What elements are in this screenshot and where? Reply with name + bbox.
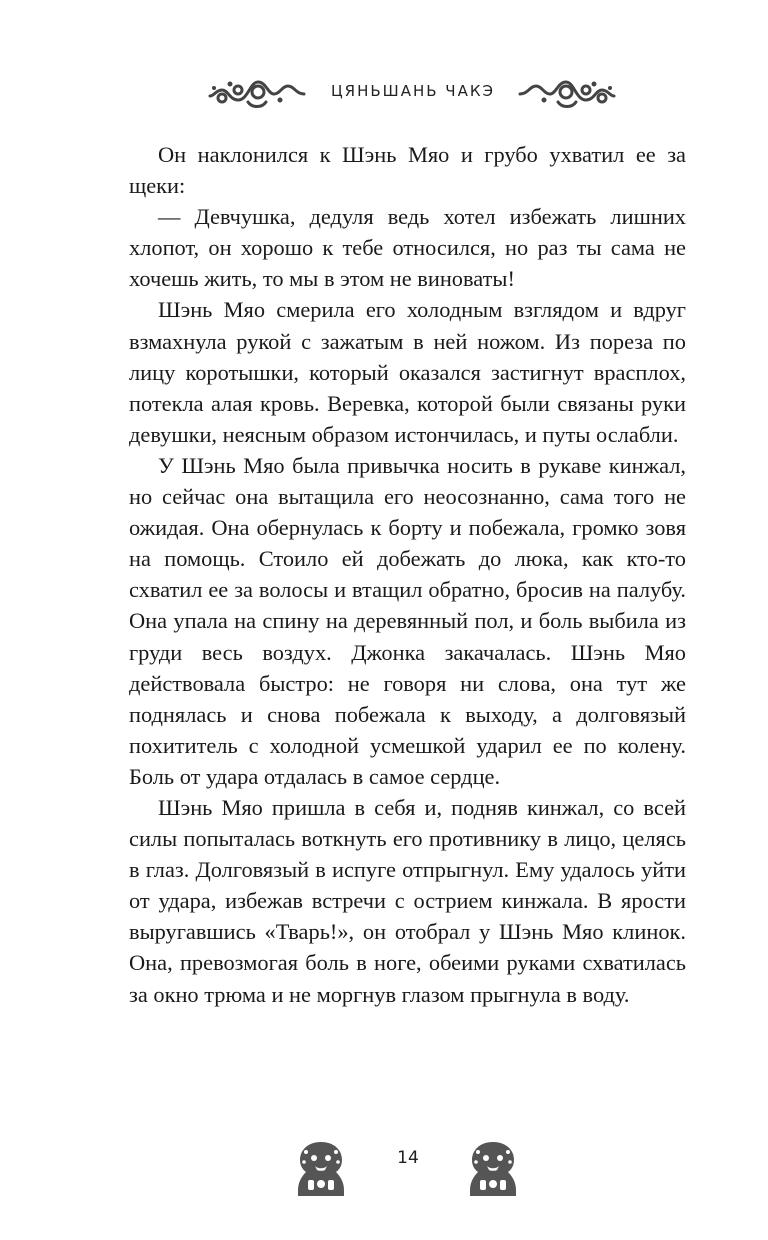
page-header (0, 62, 768, 122)
paragraph: Шэнь Мяо смерила его холодным взглядом и вдруг взмахнула рукой с зажатым в ней ножом. Из пореза по лицу коротышки, который оказался застигнут врасплох, потекла алая кровь. Веревка, которой были связаны руки девушки, неясным образом истончилась, и путы ослабли. (129, 297, 686, 447)
body-text (129, 139, 686, 1010)
cloud-scroll-ornament-icon (518, 72, 616, 112)
running-title: ЦЯНЬШАНЬ ЧАКЭ (331, 82, 495, 100)
page-footer (0, 1128, 768, 1208)
guardian-lion-icon (290, 1138, 352, 1200)
paragraph: Шэнь Мяо пришла в себя и, подняв кинжал, со всей силы попыталась воткнуть его противнику в лицо, целясь в глаз. Долговязый в испуге отпрыгнул. Ему удалось уйти от удара, избежав встречи с острием кинжала. В ярости выругавшись «Тварь!», он отобрал у Шэнь Мяо клинок. Она, превозмогая боль в ноге, обеими руками схватилась за окно трюма и не моргнув глазом прыгнула в воду. (129, 794, 686, 1007)
cloud-scroll-ornament-icon (208, 72, 306, 112)
paragraph: — Девчушка, дедуля ведь хотел избежать лишних хлопот, он хорошо к тебе относился, но раз ты сама не хочешь жить, то мы в этом не виноваты! (129, 204, 686, 292)
guardian-lion-icon (462, 1138, 524, 1200)
page-number: 14 (397, 1148, 419, 1168)
paragraph: Он наклонился к Шэнь Мяо и грубо ухватил ее за щеки: (129, 142, 686, 199)
paragraph: У Шэнь Мяо была привычка носить в рукаве кинжал, но сейчас она вытащила его неосознанно, сама того не ожидая. Она обернулась к борту и побежала, громко зовя на помощь. Стоило ей добежать до люка, как кто-то схватил ее за волосы и втащил обратно, бросив на палубу. Она упала на спину на деревянный пол, и боль выбила из груди весь воздух. Джонка закачалась. Шэнь Мяо действовала быстро: не говоря ни слова, она тут же поднялась и снова побежала к выходу, а долговязый похититель с холодной усмешкой ударил ее по колену. Боль от удара отдалась в самое сердце. (129, 452, 686, 789)
